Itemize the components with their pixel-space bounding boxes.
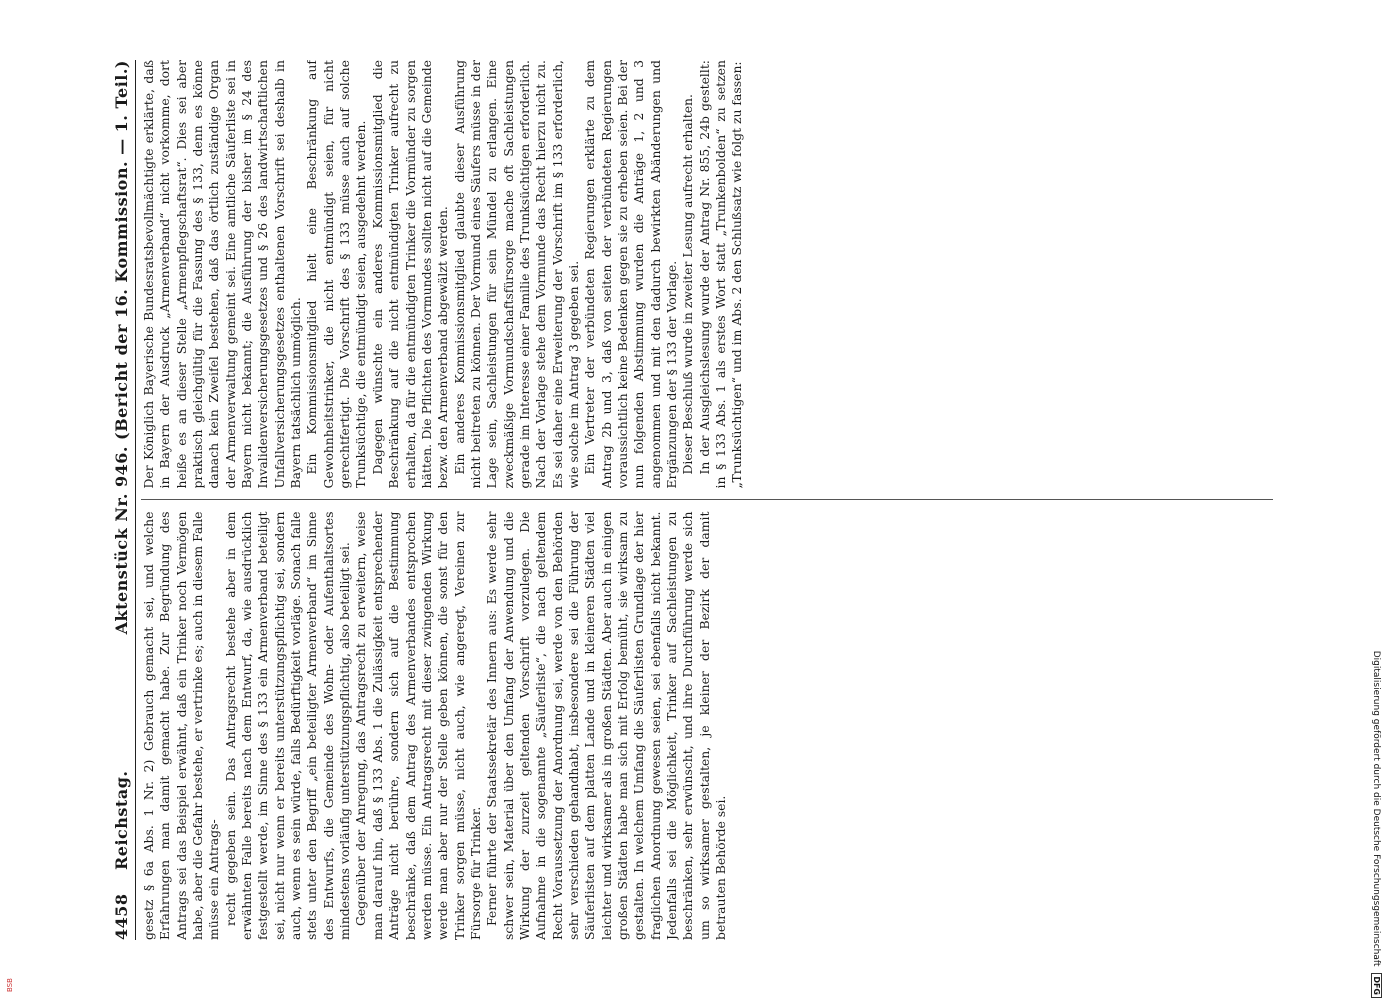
digitization-credit xyxy=(1371,8,1382,998)
column-divider xyxy=(141,500,1273,501)
credit-text: Digitalisierung gefördert durch die Deutsche Forschungsgemeinschaft xyxy=(1371,650,1381,967)
paragraph: Ferner führte der Staatssekretär des Innern aus: Es werde sehr schwer sein, Material über den Umfang der Anwendung und die Wirkung der zurzeit geltenden Vorschrift vorzulegen. Die Aufnahme in die sogenannte „Säuferliste“, die nach geltendem Recht Voraussetzung der Anordnung sei, werde von den Behörden sehr verschieden gehandhabt, insbesondere sei die Führung der Säuferlisten auf dem platten Lande und in kleineren Städten viel leichter und wirksamer als in großen Städten. Aber auch in einigen großen Städten habe man sich mit Erfolg bemüht, sie wirksam zu gestalten. In welchem Umfang die Säuferlisten Grundlage der hier fraglichen Anordnung gewesen seien, sei ebenfalls nicht bekannt. Jedenfalls sei die Möglichkeit, Trinker auf Sachleistungen zu beschränken, sehr erwünscht, und ihre Durchführung werde sich um so wirksamer gestalten, je kleiner der Bezirk der damit betrauten Behörde sei. xyxy=(484,511,729,940)
left-column xyxy=(141,512,1273,941)
paragraph: gesetz § 6a Abs. 1 Nr. 2) Gebrauch gemacht sei, und welche Erfahrungen man damit gemacht habe. Zur Begründung des Antrags sei das Beispiel erwähnt, daß ein Trinker noch Vermögen habe, aber die Gefahr bestehe, er vertrinke es; auch in diesem Falle müsse ein Antrags- xyxy=(141,511,222,940)
text-columns xyxy=(141,60,1273,940)
running-head-title: Aktenstück Nr. 946. (Bericht der 16. Kommission. — 1. Teil.) xyxy=(111,60,131,635)
paragraph: Dieser Beschluß wurde in zweiter Lesung aufrecht erhalten. xyxy=(680,94,696,475)
paragraph: Ein Kommissionsmitglied hielt eine Beschränkung auf Gewohnheitstrinker, die nicht entmündigt seien, für nicht gerechtfertigt. Die Vorschrift des § 133 müsse auch auf solche Trunksüchtige, die entmündigt seien, ausgedehnt werden. xyxy=(304,60,369,489)
page-header xyxy=(107,60,136,940)
page-number: 4458 xyxy=(111,893,131,940)
library-mark: BSB xyxy=(6,978,14,992)
rotated-page xyxy=(107,60,1277,940)
paragraph: Dagegen wünschte ein anderes Kommissionsmitglied die Beschränkung auf die nicht entmündigten Trinker aufrecht zu erhalten, da für die entmündigten Trinker die Vormünder zu sorgen hätten. Die Pflichten des Vormundes sollten nicht auf die Gemeinde bezw. den Armenverband abgewälzt werden. xyxy=(369,60,451,489)
paragraph: Ein Vertreter der verbündeten Regierungen erklärte zu dem Antrag 2b und 3, daß von seiten der verbündeten Regierungen voraussichtlich keine Bedenken gegen sie zu erheben seien. Bei der nun folgenden Abstimmung wurden die Anträge 1, 2 und 3 angenommen und mit den dadurch bewirkten Abänderungen und Ergänzungen der § 133 der Vorlage. xyxy=(582,60,679,489)
paragraph: Ein anderes Kommissionsmitglied glaubte dieser Ausführung nicht beitreten zu können. Der Vormund eines Säufers müsse in der Lage sein, Sachleistungen für sein Mündel zu erlangen. Eine zweckmäßige Vormundschaftsfürsorge mache oft Sachleistungen gerade im Interesse einer Familie des Trunksüchtigen erforderlich. Nach der Vorlage stehe dem Vormunde das Recht hierzu nicht zu. Es sei daher eine Erweiterung der Vorschrift im § 133 erforderlich, wie solche im Antrag 3 gegeben sei. xyxy=(451,60,581,489)
paragraph: Der Königlich Bayerische Bundesratsbevollmächtigte erklärte, daß in Bayern der Ausdruck „Armenverband“ nicht vorkomme, dort heiße es an dieser Stelle „Armenpflegschaftsrat“. Dies sei aber praktisch gleichgültig für die Fassung des § 133, denn es könne danach kein Zweifel bestehen, daß das örtlich zuständige Organ der Armenverwaltung gemeint sei. Eine amtliche Säuferliste sei in Bayern nicht bekannt; die Ausführung der bisher im § 24 des Invalidenversicherungsgesetzes und § 26 des landwirtschaftlichen Unfallversicherungsgesetzes enthaltenen Vorschrift sei deshalb in Bayern tatsächlich unmöglich. xyxy=(141,60,304,489)
running-head-organization: Reichstag. xyxy=(111,770,131,870)
dfg-logo: DFG xyxy=(1371,973,1382,998)
paragraph: recht gegeben sein. Das Antragsrecht bestehe aber in dem erwähnten Falle bereits nach dem Entwurf, da, wie ausdrücklich festgestellt werde, im Sinne des § 133 ein Armenverband beteiligt sei, nicht nur wenn er bereits unterstützungspflichtig sei, sondern auch, wenn es sein würde, falls Bedürftigkeit vorläge. Sonach falle stets unter den Begriff „ein beteiligter Armenverband“ im Sinne des Entwurfs, die Gemeinde des Wohn- oder Aufenthaltsortes mindestens vorläufig unterstützungspflichtig, also beteiligt sei. xyxy=(222,511,353,940)
paragraph: Gegenüber der Anregung, das Antragsrecht zu erweitern, weise man darauf hin, daß § 133 Abs. 1 die Zulässigkeit entsprechender Anträge nicht berühre, sondern sich auf die Bestimmung beschränke, daß dem Antrag des Armenverbandes entsprochen werden müsse. Ein Antragsrecht mit dieser zwingenden Wirkung werde man aber nur der Stelle geben können, die sonst für den Trinker sorgen müsse, nicht auch, wie angeregt, Vereinen zur Fürsorge für Trinker. xyxy=(353,511,483,940)
right-column xyxy=(141,60,1273,489)
paragraph: In der Ausgleichslesung wurde der Antrag Nr. 855, 24b gestellt: in § 133 Abs. 1 als erstes Wort statt „Trunkenbolden“ zu setzen „Trunksüchtigen“ und im Abs. 2 den Schlußsatz wie folgt zu fassen: xyxy=(696,60,745,489)
